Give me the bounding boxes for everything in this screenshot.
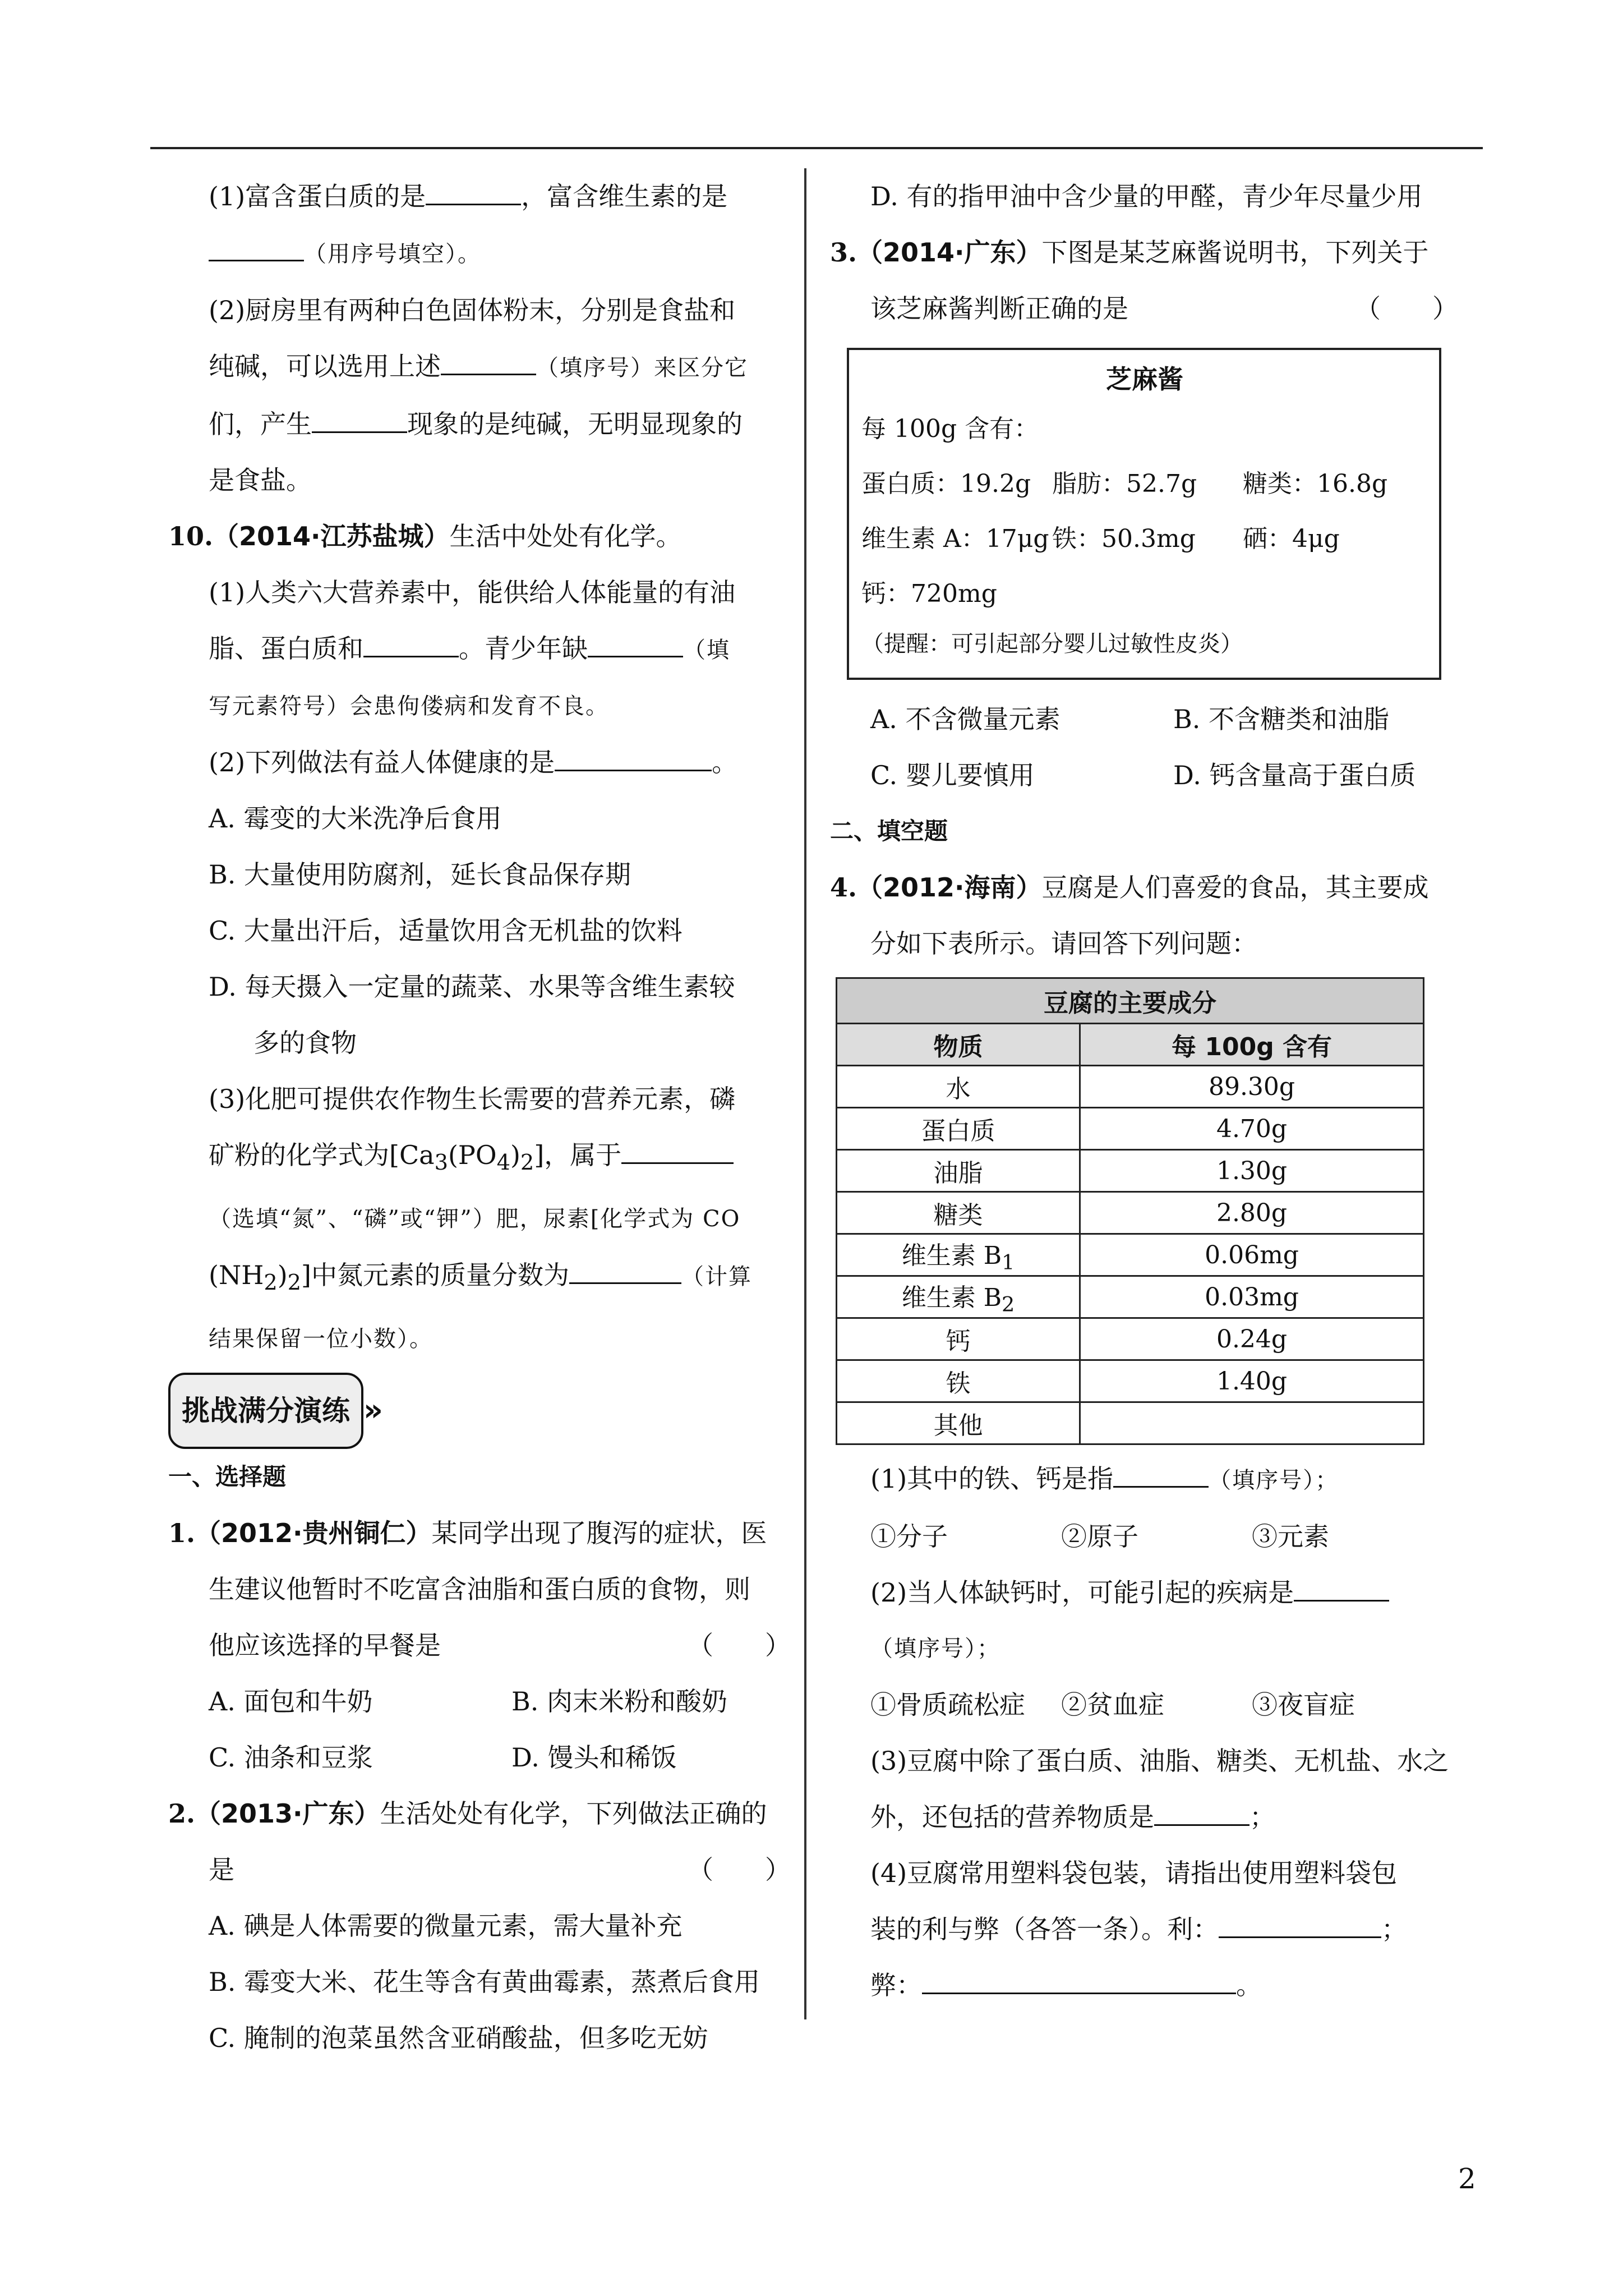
option-night-blindness: ③夜盲症 <box>1252 1690 1355 1720</box>
question-source: （2012·贵州铜仁） <box>195 1518 432 1549</box>
q2-option-d[interactable]: D. 有的指甲油中含少量的甲醛，青少年尽量少用 <box>870 181 1423 211</box>
section-choice: 一、选择题 <box>168 1463 287 1491</box>
table-body <box>837 1066 1424 1444</box>
text: 们，产生 <box>209 409 312 439</box>
table-row <box>837 1234 1424 1276</box>
text: 某同学出现了腹泻的症状，医 <box>431 1518 767 1549</box>
text: 。 <box>1236 1970 1262 2000</box>
challenge-heading <box>168 1373 791 1449</box>
text: ]，属于 <box>534 1140 622 1170</box>
table-row <box>837 1150 1424 1192</box>
q2-stem-line2 <box>168 1842 791 1898</box>
answer-blank[interactable] <box>363 633 459 657</box>
substance-name: 其他 <box>933 1411 983 1440</box>
question-number: 3. <box>830 237 857 268</box>
q9-part2-line2 <box>168 338 791 396</box>
answer-blank[interactable] <box>588 633 683 657</box>
label-iron: 铁：50.3mg <box>1052 524 1196 553</box>
question-number: 2. <box>168 1798 196 1829</box>
subscript: 2 <box>287 1270 302 1296</box>
substance-name: 糖类 <box>933 1201 983 1230</box>
label-vitamin-a: 维生素 A：17μg <box>861 524 1049 553</box>
q9-part1-line2 <box>168 224 791 282</box>
q2-stem-line1 <box>168 1786 791 1842</box>
text: 。青少年缺 <box>459 633 588 664</box>
option-element: ③元素 <box>1252 1521 1329 1552</box>
substance-cell <box>837 1192 1080 1234</box>
answer-paren[interactable]: （ ） <box>688 1630 791 1661</box>
substance-name: 铁 <box>946 1369 971 1398</box>
q1-stem-line2: 生建议他暂时不吃富含油脂和蛋白质的食物，则 <box>209 1574 750 1605</box>
answer-blank[interactable] <box>1154 1802 1249 1826</box>
answer-blank[interactable] <box>569 1260 681 1284</box>
q10-part3-line5: 结果保留一位小数）。 <box>209 1326 433 1352</box>
q10-part3-line4 <box>168 1247 791 1311</box>
text: (NH <box>209 1260 264 1291</box>
q10-option-c: C. 大量出汗后，适量饮用含无机盐的饮料 <box>209 915 683 946</box>
label-sugar: 糖类：16.8g <box>1243 470 1388 498</box>
text: (2)当人体缺钙时，可能引起的疾病是 <box>870 1577 1294 1608</box>
text: （填 <box>683 637 730 663</box>
text: （填序号）； <box>1209 1467 1339 1493</box>
answer-blank[interactable] <box>922 1970 1236 1994</box>
substance-cell <box>837 1066 1080 1108</box>
option-osteoporosis: ①骨质疏松症 <box>870 1690 1025 1720</box>
subscript: 4 <box>496 1150 510 1176</box>
page-number: 2 <box>1458 2162 1476 2195</box>
substance-cell <box>837 1318 1080 1360</box>
substance-cell <box>837 1360 1080 1402</box>
text: ) <box>277 1260 288 1291</box>
answer-paren[interactable]: （ ） <box>1355 293 1458 324</box>
amount-cell: 0.24g <box>1080 1318 1424 1360</box>
text: ，富含维生素的是 <box>521 181 728 211</box>
label-row-2 <box>861 512 1428 567</box>
text: 现象的是纯碱，无明显现象的 <box>407 409 743 439</box>
amount-cell: 4.70g <box>1080 1108 1424 1150</box>
question-number: 1. <box>168 1518 196 1549</box>
q4-part4-line2 <box>830 1901 1458 1957</box>
tofu-composition-table <box>836 977 1424 1445</box>
text: 弊： <box>870 1970 922 2000</box>
option-molecule: ①分子 <box>870 1521 948 1552</box>
answer-blank[interactable] <box>1219 1914 1381 1938</box>
answer-blank[interactable] <box>1294 1577 1389 1602</box>
option-atom: ②原子 <box>1061 1521 1138 1552</box>
label-selenium: 硒：4μg <box>1243 524 1340 553</box>
q1-option-d[interactable]: D. 馒头和稀饭 <box>511 1742 677 1773</box>
text: 下图是某芝麻酱说明书，下列关于 <box>1041 237 1429 268</box>
left-column <box>168 168 791 2066</box>
q10-part1-line1: (1)人类六大营养素中，能供给人体能量的有油 <box>209 577 736 608</box>
answer-blank[interactable] <box>426 181 521 205</box>
label-per-100g: 每 100g 含有： <box>861 415 1039 443</box>
substance-cell <box>837 1276 1080 1318</box>
text: ； <box>1249 1802 1275 1832</box>
section-fill: 二、填空题 <box>830 817 948 845</box>
substance-subscript: 2 <box>1002 1292 1015 1317</box>
q4-part2-line1 <box>830 1565 1458 1621</box>
label-protein: 蛋白质：19.2g <box>861 470 1031 498</box>
q3-option-a[interactable]: A. 不含微量元素 <box>870 704 1061 734</box>
column-divider <box>804 168 806 2019</box>
substance-cell <box>837 1150 1080 1192</box>
table-header-per-100g: 每 100g 含有 <box>1080 1024 1424 1066</box>
label-fat: 脂肪：52.7g <box>1052 470 1197 498</box>
q1-stem-line3 <box>168 1617 791 1673</box>
answer-blank[interactable] <box>621 1140 734 1164</box>
text: （填序号）来区分它 <box>536 355 748 381</box>
text: 生活中处处有化学。 <box>449 521 682 551</box>
q2-option-b[interactable]: B. 霉变大米、花生等含有黄曲霉素，蒸煮后食用 <box>209 1967 760 1998</box>
q4-part4-line1: (4)豆腐常用塑料袋包装，请指出使用塑料袋包 <box>870 1858 1398 1888</box>
q1-stem-line1 <box>168 1505 791 1561</box>
text: （计算 <box>681 1264 752 1290</box>
challenge-badge: 挑战满分演练 <box>168 1373 363 1449</box>
q10-part3-line3: （选填“氮”、“磷”或“钾”）肥，尿素[化学式为 CO <box>209 1206 741 1232</box>
substance-cell <box>837 1234 1080 1276</box>
table-row <box>837 1402 1424 1444</box>
q4-part4-line3 <box>830 1957 1458 2013</box>
text: 豆腐是人们喜爱的食品，其主要成 <box>1041 872 1429 903</box>
q3-options-ab <box>830 691 1458 747</box>
subscript: 2 <box>264 1270 278 1296</box>
substance-name: 维生素 B <box>901 1283 1002 1313</box>
answer-blank[interactable] <box>441 351 536 375</box>
text: ) <box>510 1140 520 1170</box>
text: 装的利与弊（各答一条）。利： <box>870 1914 1219 1944</box>
substance-cell <box>837 1402 1080 1444</box>
answer-blank[interactable] <box>1113 1464 1209 1488</box>
q2-option-a[interactable]: A. 碘是人体需要的微量元素，需大量补充 <box>209 1911 683 1941</box>
q1-option-a[interactable]: A. 面包和牛奶 <box>209 1686 373 1717</box>
header-rule <box>150 147 1483 149</box>
text: ； <box>1381 1914 1407 1944</box>
table-row <box>837 1066 1424 1108</box>
amount-cell: 89.30g <box>1080 1066 1424 1108</box>
q9-part1-line1 <box>168 168 791 224</box>
text: (PO <box>448 1140 497 1170</box>
option-anemia: ②贫血症 <box>1061 1690 1164 1720</box>
text: 矿粉的化学式为[Ca <box>209 1140 435 1170</box>
substance-name: 蛋白质 <box>921 1117 995 1145</box>
q10-option-a: A. 霉变的大米洗净后食用 <box>209 803 502 834</box>
q4-part3-line2 <box>830 1789 1458 1845</box>
text: (1)其中的铁、钙是指 <box>870 1464 1114 1494</box>
q4-part1-line1 <box>830 1451 1458 1508</box>
table-row <box>837 1360 1424 1402</box>
q10-option-d-line2: 多的食物 <box>253 1028 357 1058</box>
text: (2)下列做法有益人体健康的是 <box>209 747 555 777</box>
text: (1)富含蛋白质的是 <box>209 181 426 211</box>
q1-options-cd <box>168 1729 791 1786</box>
amount-cell: 0.03mg <box>1080 1276 1424 1318</box>
label-row-1 <box>861 457 1428 512</box>
text: ]中氮元素的质量分数为 <box>301 1260 569 1291</box>
q10-part3-line1: (3)化肥可提供农作物生长需要的营养元素，磷 <box>209 1084 736 1114</box>
substance-subscript: 1 <box>1002 1250 1015 1274</box>
question-source: （2014·广东） <box>857 237 1042 268</box>
q10-stem <box>168 508 791 564</box>
label-note: （提醒：可引起部分婴儿过敏性皮炎） <box>861 631 1243 657</box>
text: （用序号填空）。 <box>304 241 481 267</box>
answer-blank[interactable] <box>555 747 712 771</box>
q3-stem-line2 <box>830 280 1458 337</box>
q1-options-ab <box>168 1673 791 1729</box>
q4-part2-options <box>830 1677 1458 1733</box>
substance-name: 钙 <box>946 1327 971 1356</box>
substance-name: 油脂 <box>933 1159 983 1188</box>
amount-cell: 0.06mg <box>1080 1234 1424 1276</box>
subscript: 2 <box>520 1150 534 1176</box>
q3-option-d[interactable]: D. 钙含量高于蛋白质 <box>1173 760 1416 790</box>
substance-cell <box>837 1108 1080 1150</box>
text: 。 <box>712 747 738 777</box>
q4-stem-line2: 分如下表所示。请回答下列问题： <box>870 928 1257 959</box>
q1-option-b[interactable]: B. 肉末米粉和酸奶 <box>511 1686 728 1717</box>
q9-part2-line4: 是食盐。 <box>209 465 312 495</box>
question-source: （2013·广东） <box>195 1798 380 1829</box>
substance-name: 维生素 B <box>901 1241 1002 1271</box>
amount-cell: 2.80g <box>1080 1192 1424 1234</box>
text: 纯碱，可以选用上述 <box>209 351 441 381</box>
q10-option-b: B. 大量使用防腐剂，延长食品保存期 <box>209 859 631 890</box>
table-row <box>837 1192 1424 1234</box>
q10-part1-line2 <box>168 620 791 678</box>
question-source: （2014·江苏盐城） <box>213 521 450 551</box>
q4-part3-line1: (3)豆腐中除了蛋白质、油脂、糖类、无机盐、水之 <box>870 1746 1449 1776</box>
double-arrow-icon: » <box>363 1392 383 1428</box>
q3-option-c[interactable]: C. 婴儿要慎用 <box>870 760 1035 790</box>
table-row <box>837 1108 1424 1150</box>
question-number: 4. <box>830 872 857 903</box>
table-caption: 豆腐的主要成分 <box>837 978 1424 1024</box>
q10-part2 <box>168 734 791 790</box>
question-source: （2012·海南） <box>857 872 1042 903</box>
amount-cell <box>1080 1402 1424 1444</box>
q3-stem-line1 <box>830 224 1458 280</box>
q3-option-b[interactable]: B. 不含糖类和油脂 <box>1173 704 1390 734</box>
table-row <box>837 1276 1424 1318</box>
table-row <box>837 1318 1424 1360</box>
text: 脂、蛋白质和 <box>209 633 363 664</box>
q10-part1-line3: 写元素符号）会患佝偻病和发育不良。 <box>209 693 609 719</box>
text: 外，还包括的营养物质是 <box>870 1802 1154 1832</box>
amount-cell: 1.40g <box>1080 1360 1424 1402</box>
table-header-substance: 物质 <box>837 1024 1080 1066</box>
q10-option-d-line1: D. 每天摄入一定量的蔬菜、水果等含维生素较 <box>209 972 735 1002</box>
q1-option-c[interactable]: C. 油条和豆浆 <box>209 1742 373 1773</box>
q4-part1-options <box>830 1508 1458 1565</box>
label-title: 芝麻酱 <box>1106 364 1183 394</box>
right-column <box>830 168 1458 2013</box>
text: 该芝麻酱判断正确的是 <box>870 293 1128 324</box>
answer-blank[interactable] <box>312 409 407 433</box>
sesame-label-box <box>847 348 1441 680</box>
q9-part2-line3 <box>168 396 791 452</box>
q4-part2-line2: （填序号）； <box>870 1636 1000 1662</box>
text: 他应该选择的早餐是 <box>209 1630 441 1661</box>
q10-part3-line2 <box>168 1127 791 1191</box>
amount-cell: 1.30g <box>1080 1150 1424 1192</box>
q3-options-cd <box>830 747 1458 803</box>
subscript: 3 <box>434 1150 448 1176</box>
label-calcium: 钙：720mg <box>861 579 997 608</box>
question-number: 10. <box>168 521 214 551</box>
substance-name: 水 <box>946 1075 971 1103</box>
answer-blank[interactable] <box>209 237 304 261</box>
text: 是 <box>209 1855 234 1885</box>
q2-option-c[interactable]: C. 腌制的泡菜虽然含亚硝酸盐，但多吃无妨 <box>209 2023 708 2054</box>
q4-stem-line1 <box>830 859 1458 915</box>
text: 生活处处有化学，下列做法正确的 <box>380 1798 767 1829</box>
answer-paren[interactable]: （ ） <box>688 1855 791 1885</box>
q9-part2-line1: (2)厨房里有两种白色固体粉末，分别是食盐和 <box>209 295 736 325</box>
